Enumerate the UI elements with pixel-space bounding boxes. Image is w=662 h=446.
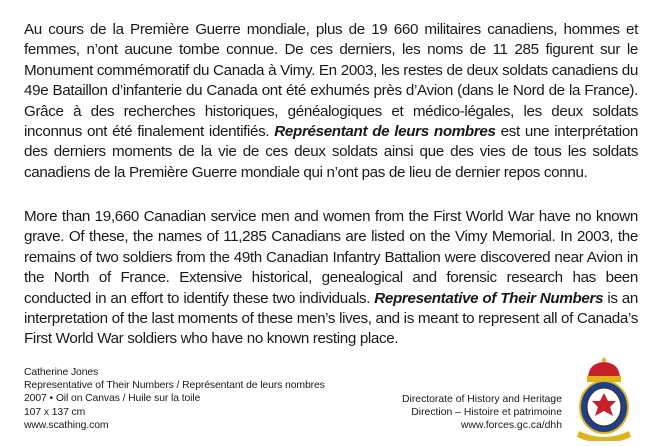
artwork-title-bilingual: Representative of Their Numbers / Représentant de leurs nombres xyxy=(24,380,325,392)
department-url: www.forces.gc.ca/dhh xyxy=(460,420,562,432)
artist-website: www.scathing.com xyxy=(24,419,109,431)
department-info xyxy=(402,393,562,433)
french-text-after: est une interprétation des derniers moments de la vie de ces deux soldats ainsi que des vies de tous les soldats canadiens de la Première Guerre mondiale qui n’ont pas de lieu de dernier repos connu. xyxy=(24,123,639,181)
artwork-medium: 2007 • Oil on Canvas / Huile sur la toile xyxy=(24,393,201,405)
department-name-en: Directorate of History and Heritage xyxy=(402,394,562,405)
english-text-after: is an interpretation of the last moments of these men’s lives, and is meant to represent all of Canada’s First World War soldiers who have no known resting place. xyxy=(24,289,638,348)
artwork-size: 107 x 137 cm xyxy=(24,406,86,418)
english-artwork-title: Representative of Their Numbers xyxy=(374,289,604,307)
crown-icon xyxy=(587,358,621,382)
french-artwork-title: Représentant de leurs nombres xyxy=(274,123,496,141)
french-paragraph xyxy=(24,20,638,183)
artist-name: Catherine Jones xyxy=(24,367,99,378)
french-text-before: Au cours de la Première Guerre mondiale, plus de 19 660 militaires canadiens, hommes et femmes, n’ont aucune tombe connue. De ces derniers, les noms de 11 285 figurent sur le Monument commémoratif du Canada à Vimy. En 2003, les restes de deux soldats canadiens du 49e Bataillon d’infanterie du Canada ont été exhumés près d’Avion (dans le Nord de la France). Grâce à des recherches historiques, généalogiques et médico-légales, les deux soldats inconnus ont été finalement identifiés. xyxy=(24,21,638,141)
department-name-fr: Direction – Histoire et patrimoine xyxy=(411,407,562,419)
dhh-badge-icon xyxy=(571,357,637,441)
english-paragraph xyxy=(24,207,638,350)
english-text-before: More than 19,660 Canadian service men and women from the First World War have no known grave. Of these, the names of 11,285 Canadians are listed on the Vimy Memorial. In 2003, the remains of two soldiers from the 49th Canadian Infantry Battalion were discovered near Avion in the North of France. Extensive historical, genealogical and forensic research has been conducted in an effort to identify these two individuals. xyxy=(24,208,638,307)
artwork-credits xyxy=(24,366,325,432)
